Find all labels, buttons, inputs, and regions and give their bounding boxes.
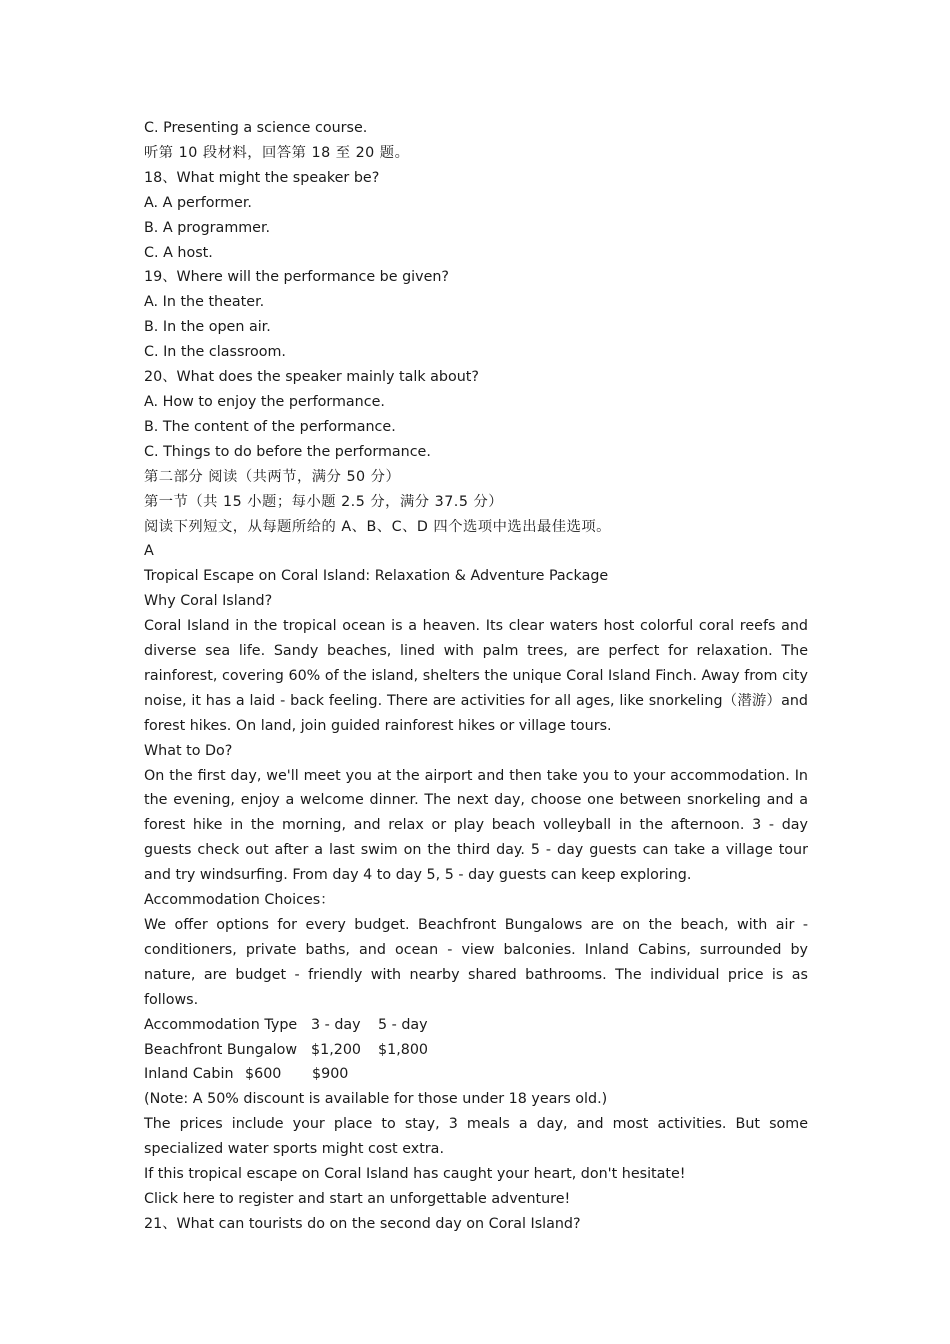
option-19-b: B. In the open air. bbox=[144, 319, 271, 336]
line-caught-heart: If this tropical escape on Coral Island has caught your heart, don't hesitate! bbox=[144, 1166, 686, 1183]
option-18-a: A. A performer. bbox=[144, 194, 252, 211]
table-cell-cabin-5day: $900 bbox=[312, 1066, 349, 1083]
document-page bbox=[144, 116, 808, 1237]
table-cell-cabin-3day: $600 bbox=[245, 1066, 282, 1083]
section-one-heading: 第一节（共 15 小题；每小题 2.5 分，满分 37.5 分） bbox=[144, 493, 504, 510]
price-table-row-bungalow bbox=[144, 1038, 808, 1063]
option-18-b: B. A programmer. bbox=[144, 219, 271, 236]
heading-what-to-do: What to Do? bbox=[144, 742, 233, 759]
passage-title: Tropical Escape on Coral Island: Relaxation & Adventure Package bbox=[144, 568, 609, 585]
line-click-register: Click here to register and start an unforgettable adventure! bbox=[144, 1190, 571, 1207]
option-20-c: C. Things to do before the performance. bbox=[144, 443, 431, 460]
discount-note: (Note: A 50% discount is available for those under 18 years old.) bbox=[144, 1091, 608, 1108]
paragraph-what: On the first day, we'll meet you at the airport and then take you to your accommodation. In the evening, enjoy a welcome dinner. The next day, choose one between snorkeling and a forest hike in the morning, and relax or play beach volleyball in the afternoon. 3 - day guests check out after a last swim on the third day. 5 - day guests can take a village tour and try windsurfing. From day 4 to day 5, 5 - day guests can keep exploring. bbox=[144, 767, 808, 884]
part-two-heading: 第二部分 阅读（共两节，满分 50 分） bbox=[144, 468, 401, 485]
table-cell-bungalow-3day: $1,200 bbox=[311, 1041, 362, 1058]
table-header-type: Accommodation Type bbox=[144, 1016, 298, 1033]
option-19-c: C. In the classroom. bbox=[144, 344, 286, 361]
heading-why-coral-island: Why Coral Island? bbox=[144, 593, 273, 610]
question-19: 19、Where will the performance be given? bbox=[144, 269, 450, 286]
paragraph-why: Coral Island in the tropical ocean is a heaven. Its clear waters host colorful coral reefs and diverse sea life. Sandy beaches, lined with palm trees, are perfect for relaxation. The rainforest, covering 60% of the island, shelters the unique Coral Island Finch. Away from city noise, it has a laid - back feeling. There are activities for all ages, like snorkeling（潜游）and forest hikes. On land, join guided rainforest hikes or village tours. bbox=[144, 618, 808, 734]
table-header-5day: 5 - day bbox=[378, 1016, 428, 1033]
passage-label: A bbox=[144, 543, 154, 560]
price-table-row-cabin bbox=[144, 1062, 808, 1087]
table-header-3day: 3 - day bbox=[311, 1016, 361, 1033]
listening-instruction: 听第 10 段材料，回答第 18 至 20 题。 bbox=[144, 144, 410, 161]
paragraph-prices: The prices include your place to stay, 3 meals a day, and most activities. But some specialized water sports might cost extra. bbox=[144, 1116, 808, 1158]
option-18-c: C. A host. bbox=[144, 244, 213, 261]
paragraph-accommodation: We offer options for every budget. Beachfront Bungalows are on the beach, with air - conditioners, private baths, and ocean - view balconies. Inland Cabins, surrounded by nature, are budget - friendly with nearby shared bathrooms. The individual price is as follows. bbox=[144, 917, 808, 1008]
option-19-a: A. In the theater. bbox=[144, 294, 265, 311]
table-cell-cabin-name: Inland Cabin bbox=[144, 1066, 234, 1083]
reading-instruction: 阅读下列短文，从每题所给的 A、B、C、D 四个选项中选出最佳选项。 bbox=[144, 518, 611, 535]
table-cell-bungalow-5day: $1,800 bbox=[378, 1041, 429, 1058]
option-c-presenting: C. Presenting a science course. bbox=[144, 120, 368, 136]
question-18: 18、What might the speaker be? bbox=[144, 169, 380, 186]
table-cell-bungalow-name: Beachfront Bungalow bbox=[144, 1041, 298, 1058]
heading-accommodation: Accommodation Choices： bbox=[144, 892, 335, 909]
question-20: 20、What does the speaker mainly talk about? bbox=[144, 369, 479, 386]
option-20-b: B. The content of the performance. bbox=[144, 418, 396, 435]
price-table-header bbox=[144, 1013, 808, 1038]
option-20-a: A. How to enjoy the performance. bbox=[144, 393, 385, 410]
question-21: 21、What can tourists do on the second day on Coral Island? bbox=[144, 1215, 581, 1232]
